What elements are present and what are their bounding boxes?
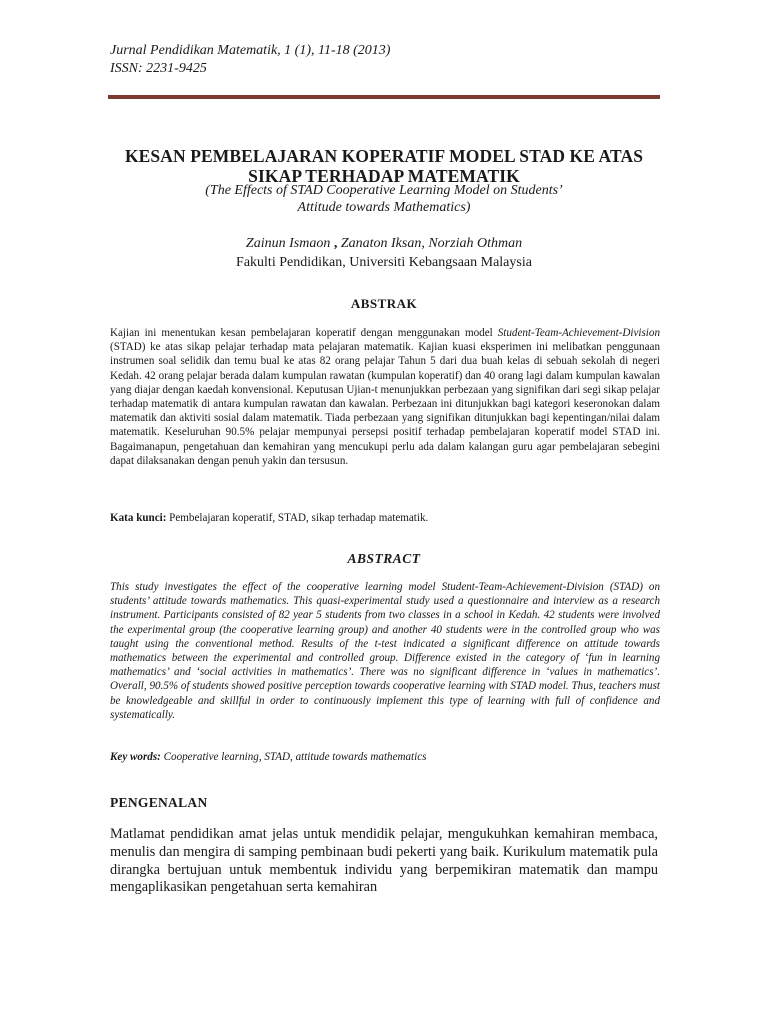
abstrak-body-pre: Kajian ini menentukan kesan pembelajaran koperatif dengan menggunakan model xyxy=(110,327,498,339)
abstrak-body xyxy=(110,326,660,468)
key-words xyxy=(110,750,660,764)
abstract-body: This study investigates the effect of the cooperative learning model Student-Team-Achievement-Division (STAD) on students’ attitude towards mathematics. This quasi-experimental study used a questionnaire and interview as a research instrument. Participants consisted of 82 year 5 students from two classes in a school in Kedah. 42 students were involved the experimental group (the cooperative learning group) and another 40 students were in the controlled group who was taught using the conventional method. Results of the t-test indicated a significant difference on attitude towards mathematics between the experimental and controlled group. Difference existed in the category of ‘fun in learning mathematics’ and ‘social activities in mathematics’. There was no significant difference in ‘values in mathematics’. Overall, 90.5% of students showed positive perception towards cooperative learning with STAD model. Thus, teachers must be knowledgeable and skillful in order to continuously implement this type of learning with full of confidence and systematically. xyxy=(110,581,660,721)
journal-issn: ISSN: 2231-9425 xyxy=(110,61,207,76)
author-names xyxy=(108,234,660,253)
kata-kunci xyxy=(110,511,660,525)
paper-subtitle xyxy=(108,182,660,216)
pengenalan-heading: PENGENALAN xyxy=(110,795,208,810)
author-affiliation: Fakulti Pendidikan, Universiti Kebangsaan Malaysia xyxy=(236,255,532,270)
header-rule xyxy=(108,95,660,99)
title-line-2: SIKAP TERHADAP MATEMATIK xyxy=(248,166,520,186)
key-words-values: Cooperative learning, STAD, attitude towards mathematics xyxy=(160,751,427,763)
abstract-heading: ABSTRACT xyxy=(347,551,421,566)
key-words-label: Key words: xyxy=(110,751,161,763)
author-block xyxy=(108,234,660,272)
paper-title xyxy=(108,146,660,186)
abstrak-heading: ABSTRAK xyxy=(350,296,418,311)
title-line-1: KESAN PEMBELAJARAN KOPERATIF MODEL STAD KE ATAS xyxy=(124,146,644,166)
abstrak-model-name: Student-Team-Achievement-Division xyxy=(497,327,660,339)
abstrak-body-post: (STAD) ke atas sikap pelajar terhadap mata pelajaran matematik. Kajian kuasi eksperimen ini melibatkan penggunaan instrumen soal selidik dan temu bual ke atas 82 orang pelajar Tahun 5 dari dua buah kelas di sebuah sekolah di negeri Kedah. 42 orang pelajar berada dalam kumpulan rawatan (kumpulan koperatif) dan 40 orang lagi dalam kumpulan kawalan yang diajar dengan kaedah konvensional. Keputusan Ujian-t menunjukkan perbezaan yang signifikan dari segi sikap pelajar terhadap matematik di antara kumpulan rawatan dan kawalan. Perbezaan ini ditunjukkan bagi kategori keseronokan dalam matematik dan aktiviti sosial dalam matematik. Tiada perbezaan yang signifikan ditunjukkan bagi kepentingan/nilai dalam matematik. Keseluruhan 90.5% pelajar mempunyai persepsi positif terhadap pembelajaran koperatif model STAD ini. Bagaimanapun, pengetahuan dan kemahiran yang mencukupi perlu ada dalam kalangan guru agar pembelajaran sebegini dapat dilaksanakan dengan penuh yakin dan tersusun. xyxy=(110,341,660,467)
kata-kunci-label: Kata kunci: xyxy=(110,512,167,524)
pengenalan-body: Matlamat pendidikan amat jelas untuk mendidik pelajar, mengukuhkan kemahiran membaca, menulis dan mengira di samping pembinaan budi pekerti yang baik. Kurikulum matematik pula dirangka bertujuan untuk membentuk individu yang berpemikiran matematik dan mampu mengaplikasikan pengetahuan serta kemahiran xyxy=(110,826,658,896)
kata-kunci-values: Pembelajaran koperatif, STAD, sikap terhadap matematik. xyxy=(166,512,429,524)
subtitle-line-1: (The Effects of STAD Cooperative Learning Model on Students’ xyxy=(205,183,563,198)
co-authors: Zanaton Iksan, Norziah Othman xyxy=(340,236,523,251)
subtitle-line-2: Attitude towards Mathematics) xyxy=(297,200,471,215)
author-separator: , xyxy=(330,236,341,251)
first-author: Zainun Ismaon xyxy=(245,236,331,251)
journal-header xyxy=(110,42,390,78)
journal-citation: Jurnal Pendidikan Matematik, 1 (1), 11-18 (2013) xyxy=(110,43,391,58)
